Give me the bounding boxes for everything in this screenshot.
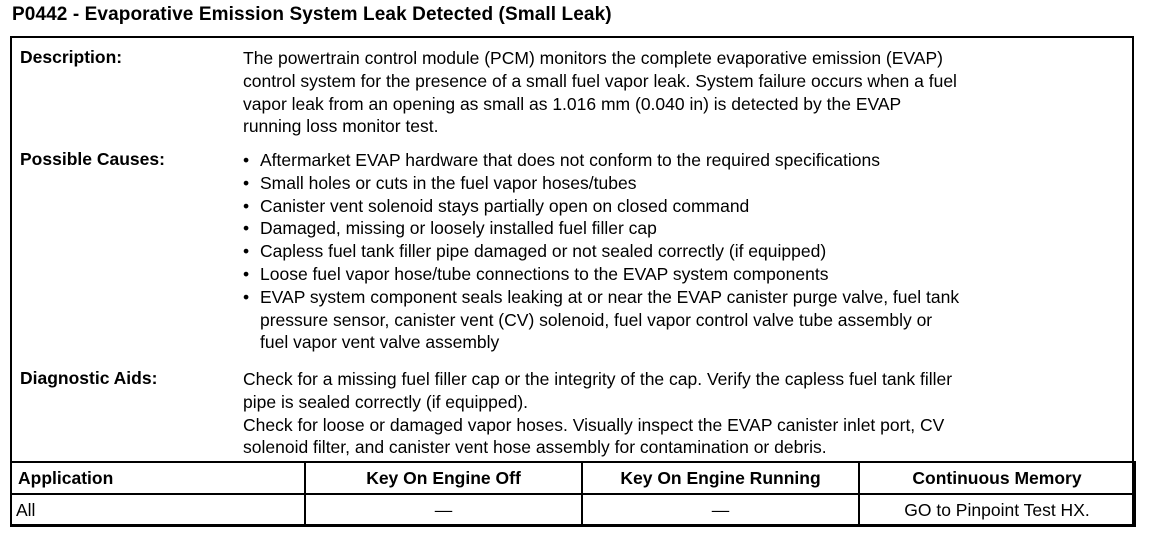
diagnostic-aids-label: Diagnostic Aids:	[20, 368, 158, 388]
cause-item: • EVAP system component seals leaking at or near the EVAP canister purge valve, fuel tank pressure sensor, canister vent (CV) solenoid, fuel vapor control valve tube assembly or fuel vapor vent valve assembly	[243, 286, 959, 354]
column-header-key-on-engine-off: Key On Engine Off	[305, 462, 582, 494]
description-label: Description:	[20, 47, 123, 67]
column-header-application: Application	[11, 462, 305, 494]
page-title: P0442 - Evaporative Emission System Leak Detected (Small Leak)	[12, 4, 612, 25]
diagnostic-aids-line: Check for loose or damaged vapor hoses. Visually inspect the EVAP canister inlet port, CV	[243, 414, 945, 435]
cause-item: • Capless fuel tank filler pipe damaged or not sealed correctly (if equipped)	[243, 240, 959, 263]
table-header-row	[11, 462, 1135, 494]
description-line: control system for the presence of a small fuel vapor leak. System failure occurs when a fuel	[243, 70, 957, 91]
cause-item: • Loose fuel vapor hose/tube connections to the EVAP system components	[243, 263, 959, 286]
cause-item: • Damaged, missing or loosely installed fuel filler cap	[243, 217, 959, 240]
diagnostic-aids-text	[243, 368, 952, 459]
diagnostic-aids-line: Check for a missing fuel filler cap or the integrity of the cap. Verify the capless fuel tank filler	[243, 369, 953, 389]
column-header-continuous-memory: Continuous Memory	[859, 462, 1135, 494]
continuous-memory-cell: GO to Pinpoint Test HX.	[859, 494, 1135, 526]
possible-causes-label: Possible Causes:	[20, 149, 165, 169]
description-text	[243, 47, 957, 138]
application-table	[10, 461, 1136, 527]
cause-item: • Canister vent solenoid stays partially open on closed command	[243, 195, 959, 218]
cause-item: • Aftermarket EVAP hardware that does not conform to the required specifications	[243, 149, 959, 172]
diagnostic-aids-line: pipe is sealed correctly (if equipped).	[243, 391, 529, 412]
application-cell: All	[11, 494, 305, 526]
key-on-engine-running-cell: —	[582, 494, 859, 526]
description-line: The powertrain control module (PCM) monitors the complete evaporative emission (EVAP)	[243, 48, 943, 68]
description-line: vapor leak from an opening as small as 1.016 mm (0.040 in) is detected by the EVAP	[243, 93, 902, 114]
key-on-engine-off-cell: —	[305, 494, 582, 526]
cause-item: • Small holes or cuts in the fuel vapor hoses/tubes	[243, 172, 959, 195]
possible-causes-list	[243, 149, 959, 354]
column-header-key-on-engine-running: Key On Engine Running	[582, 462, 859, 494]
diagnostic-aids-line: solenoid filter, and canister vent hose assembly for contamination or debris.	[243, 437, 827, 458]
description-line: running loss monitor test.	[243, 116, 439, 137]
table-row	[11, 494, 1135, 526]
